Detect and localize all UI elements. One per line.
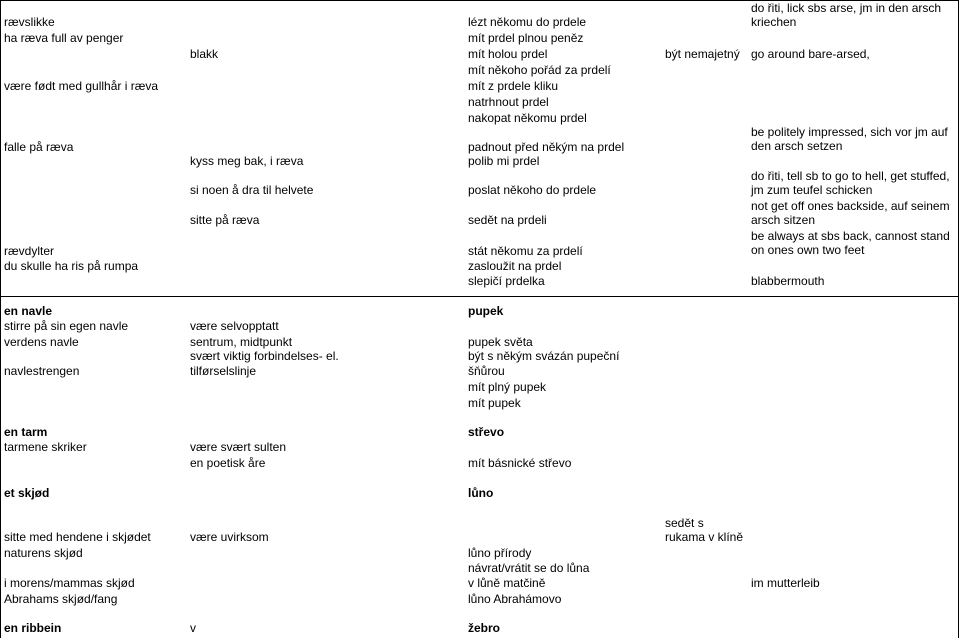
- heading-strevo: střevo: [468, 425, 505, 439]
- section-divider-navle: [0, 296, 959, 297]
- cell-r5-a: være født med gullhår i ræva: [4, 79, 159, 93]
- cell-r10-f2: jm zum teufel schicken: [751, 183, 873, 197]
- cell-r11-d: sedět na prdeli: [468, 213, 547, 227]
- heading-tarm: en tarm: [4, 425, 48, 439]
- cell-r1-f1: do řiti, lick sbs arse, jm in den arsch: [751, 1, 942, 15]
- cell-r8-d: padnout před někým na prdel: [468, 140, 625, 154]
- skjod-r1-e2: rukama v klíně: [665, 530, 744, 544]
- heading-zebro: žebro: [468, 621, 501, 635]
- cell-r10-b: si noen å dra til helvete: [190, 183, 314, 197]
- heading-ribbein: en ribbein: [4, 621, 62, 635]
- cell-r3-b: blakk: [190, 47, 219, 61]
- skjod-r1-a: sitte med hendene i skjødet: [4, 530, 151, 544]
- tarm-r2-d: mít básnické střevo: [468, 456, 572, 470]
- skjod-r4-f: im mutterleib: [751, 576, 820, 590]
- cell-r9-d: polib mi prdel: [468, 154, 540, 168]
- cell-r4-d: mít někoho pořád za prdelí: [468, 63, 611, 77]
- skjod-r4-d: v lůně matčině: [468, 576, 546, 590]
- cell-r12-f2: on ones own two feet: [751, 243, 865, 257]
- left-border: [0, 0, 1, 638]
- skjod-r5-a: Abrahams skjød/fang: [4, 592, 118, 606]
- ribbein-b: v: [190, 621, 196, 635]
- heading-pupek: pupek: [468, 304, 504, 318]
- heading-luno: lůno: [468, 486, 494, 500]
- navle-r1-a: stirre på sin egen navle: [4, 319, 129, 333]
- skjod-r2-d: lůno přírody: [468, 546, 532, 560]
- navle-r3-d2: šňůrou: [468, 364, 505, 378]
- heading-navle: en navle: [4, 304, 53, 318]
- navle-r3-b1: svært viktig forbindelses- el.: [190, 349, 339, 363]
- skjod-r2-a: naturens skjød: [4, 546, 83, 560]
- navle-r2-d: pupek světa: [468, 335, 533, 349]
- cell-r14-f: blabbermouth: [751, 274, 825, 288]
- cell-r14-d: slepičí prdelka: [468, 274, 545, 288]
- cell-r13-a: du skulle ha ris på rumpa: [4, 259, 139, 273]
- heading-skjod: et skjød: [4, 486, 50, 500]
- skjod-r4-a: i morens/mammas skjød: [4, 576, 135, 590]
- cell-r3-f: go around bare-arsed,: [751, 47, 870, 61]
- cell-r1-d: lézt někomu do prdele: [468, 15, 587, 29]
- cell-r10-f1: do řiti, tell sb to go to hell, get stuffed,: [751, 169, 950, 183]
- skjod-r1-b: være uvirksom: [190, 530, 269, 544]
- navle-r3-b2: tilførselslinje: [190, 364, 257, 378]
- cell-r5-d: mít z prdele kliku: [468, 79, 559, 93]
- navle-r5-d: mít pupek: [468, 396, 521, 410]
- cell-r12-a: rævdylter: [4, 244, 55, 258]
- navle-r2-a: verdens navle: [4, 335, 79, 349]
- cell-r11-b: sitte på ræva: [190, 213, 260, 227]
- cell-r2-a: ha ræva full av penger: [4, 31, 124, 45]
- navle-r1-b: være selvopptatt: [190, 319, 279, 333]
- cell-r8-f2: den arsch setzen: [751, 139, 843, 153]
- cell-r10-d: poslat někoho do prdele: [468, 183, 597, 197]
- cell-r1-f2: kriechen: [751, 15, 797, 29]
- cell-r12-d: stát někomu za prdelí: [468, 244, 583, 258]
- cell-r12-f1: be always at sbs back, cannost stand: [751, 229, 950, 243]
- cell-r13-d: zasloužit na prdel: [468, 259, 562, 273]
- cell-r11-f2: arsch sitzen: [751, 213, 816, 227]
- cell-r11-f1: not get off ones backside, auf seinem: [751, 199, 950, 213]
- skjod-r5-d: lůno Abrahámovo: [468, 592, 562, 606]
- cell-r1-a: rævslikke: [4, 15, 55, 29]
- cell-r2-d: mít prdel plnou peněz: [468, 31, 584, 45]
- navle-r4-d: mít plný pupek: [468, 380, 547, 394]
- cell-r8-f1: be politely impressed, sich vor jm auf: [751, 125, 948, 139]
- cell-r7-d: nakopat někomu prdel: [468, 111, 587, 125]
- tarm-r1-b: være svært sulten: [190, 440, 287, 454]
- tarm-r1-a: tarmene skriker: [4, 440, 87, 454]
- cell-r6-d: natrhnout prdel: [468, 95, 549, 109]
- skjod-r1-e1: sedět s: [665, 516, 704, 530]
- cell-r3-e: být nemajetný: [665, 47, 740, 61]
- tarm-r2-b: en poetisk åre: [190, 456, 266, 470]
- skjod-r3-d: návrat/vrátit se do lůna: [468, 561, 590, 575]
- cell-r3-d: mít holou prdel: [468, 47, 548, 61]
- cell-r8-a: falle på ræva: [4, 140, 74, 154]
- cell-r9-b: kyss meg bak, i ræva: [190, 154, 304, 168]
- navle-r3-d1: být s někým svázán pupeční: [468, 349, 620, 363]
- navle-r2-b: sentrum, midtpunkt: [190, 335, 293, 349]
- navle-r3-a: navlestrengen: [4, 364, 80, 378]
